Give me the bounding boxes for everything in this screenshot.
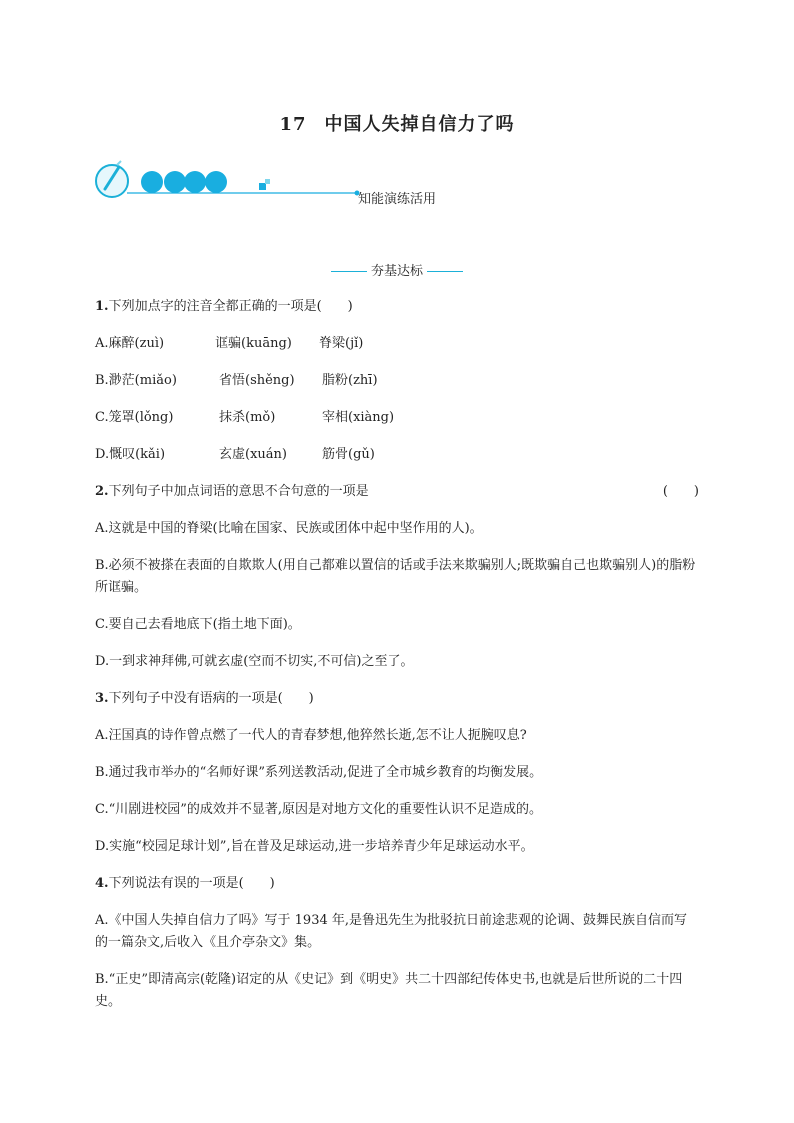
option-item: 筋骨(gǔ) bbox=[322, 447, 375, 462]
option-item: D.慨叹(kǎi) bbox=[95, 447, 166, 462]
question-list bbox=[95, 296, 699, 1013]
question-number: 1. bbox=[95, 299, 109, 314]
banner-label: 知能演练活用 bbox=[358, 192, 437, 207]
question-text: 下列加点字的注音全都正确的一项是( ) bbox=[108, 299, 353, 314]
option-row bbox=[95, 370, 699, 392]
option-row bbox=[95, 333, 699, 355]
question-number: 3. bbox=[95, 691, 109, 706]
lesson-number: 17 bbox=[279, 114, 307, 135]
section-title: 夯基达标 bbox=[370, 264, 423, 279]
section-line-right bbox=[427, 271, 463, 272]
option-item: B.“正史”即清高宗(乾隆)诏定的从《史记》到《明史》共二十四部纪传体史书,也就是后世所说的二十四史。 bbox=[95, 972, 683, 1009]
question-text: 下列句子中没有语病的一项是( ) bbox=[108, 691, 314, 706]
question-number: 4. bbox=[95, 876, 109, 891]
lesson-title bbox=[0, 110, 794, 136]
option-row bbox=[95, 444, 699, 466]
question-text: 下列说法有误的一项是( ) bbox=[108, 876, 275, 891]
option-item: A.这就是中国的脊梁(比喻在国家、民族或团体中起中坚作用的人)。 bbox=[95, 521, 483, 536]
option-item: C.“川剧进校园”的成效并不显著,原因是对地方文化的重要性认识不足造成的。 bbox=[95, 802, 543, 817]
section-heading bbox=[0, 260, 794, 279]
option-item: 宰相(xiàng) bbox=[322, 410, 395, 425]
option-item: A.麻醉(zuì) bbox=[95, 336, 165, 351]
option-item: B.通过我市举办的“名师好课”系列送教活动,促进了全市城乡教育的均衡发展。 bbox=[95, 765, 543, 780]
option-item: A.《中国人失掉自信力了吗》写于 1934 年,是鲁迅先生为批驳抗日前途悲观的论调、鼓舞民族自信而写的一篇杂文,后收入《且介亭杂文》集。 bbox=[95, 913, 688, 950]
option-item: A.汪国真的诗作曾点燃了一代人的青春梦想,他猝然长逝,怎不让人扼腕叹息? bbox=[95, 728, 527, 743]
option-item: C.笼罩(lǒng) bbox=[95, 410, 174, 425]
question-stem bbox=[95, 481, 699, 503]
option-item: C.要自己去看地底下(指土地下面)。 bbox=[95, 617, 301, 632]
option-item: 脂粉(zhī) bbox=[322, 373, 378, 388]
option-row bbox=[95, 407, 699, 429]
section-line-left bbox=[331, 271, 367, 272]
question-number: 2. bbox=[95, 484, 109, 499]
option-item: 省悟(shěng) bbox=[219, 373, 295, 388]
option-item: D.实施“校园足球计划”,旨在普及足球运动,进一步培养青少年足球运动水平。 bbox=[95, 839, 534, 854]
lesson-title-text: 中国人失掉自信力了吗 bbox=[324, 114, 515, 135]
question-text: 下列句子中加点词语的意思不合句意的一项是 bbox=[108, 484, 369, 499]
option-item: 诓骗(kuāng) bbox=[215, 336, 292, 351]
option-item: 玄虚(xuán) bbox=[219, 447, 287, 462]
option-item: B.渺茫(miǎo) bbox=[95, 373, 177, 388]
option-item: 脊梁(jǐ) bbox=[319, 336, 364, 351]
option-item: D.一到求神拜佛,可就玄虚(空而不切实,不可信)之至了。 bbox=[95, 654, 414, 669]
question-stem bbox=[95, 873, 699, 895]
answer-parentheses: ( ) bbox=[662, 484, 699, 499]
option-item: B.必须不被搽在表面的自欺欺人(用自己都难以置信的话或手法来欺骗别人;既欺骗自己也欺骗别人)的脂粉所诓骗。 bbox=[95, 558, 696, 595]
question-stem bbox=[95, 688, 699, 710]
question-stem bbox=[95, 296, 699, 318]
option-item: 抹杀(mǒ) bbox=[219, 410, 276, 425]
